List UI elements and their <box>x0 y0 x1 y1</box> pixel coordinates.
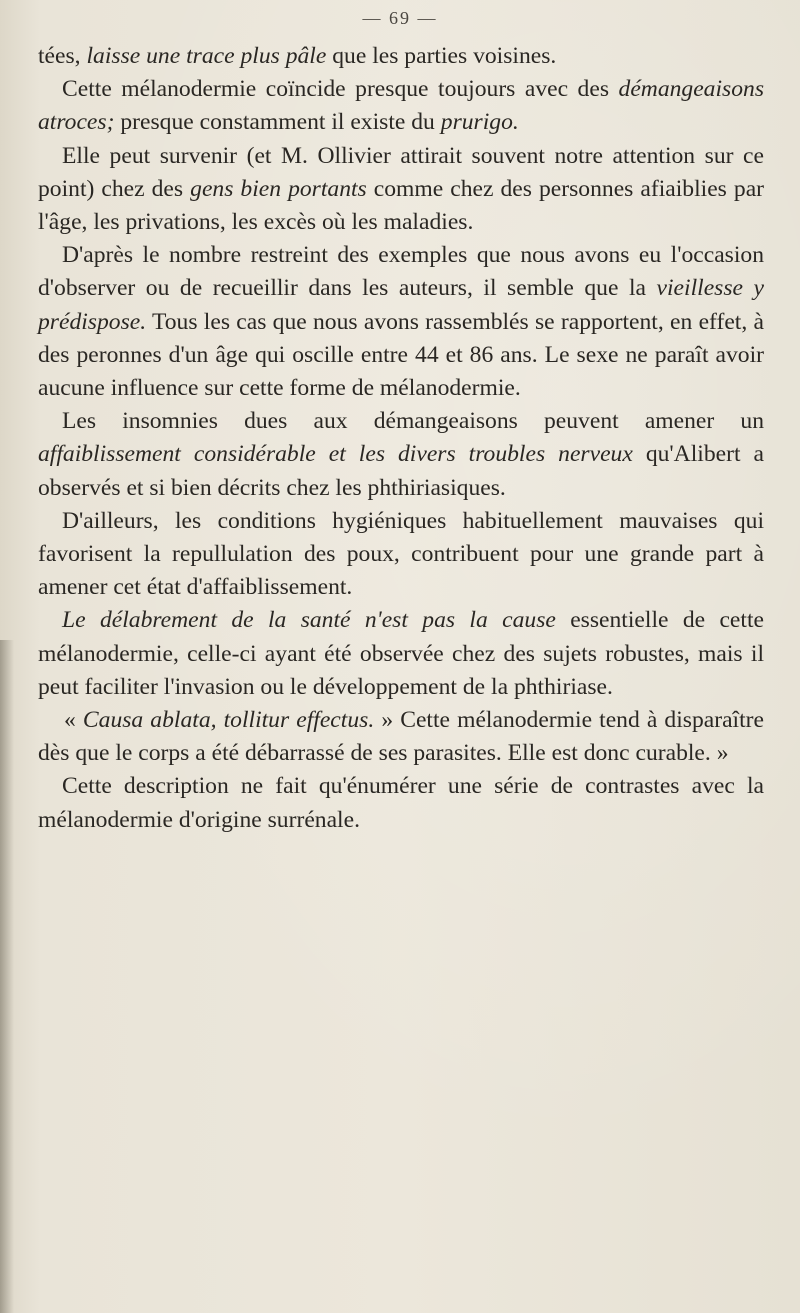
gutter-shadow <box>0 640 14 1313</box>
text-run: presque constamment il existe du <box>114 109 441 136</box>
text-run: que les parties voisines. <box>326 43 557 69</box>
italic-text-run: Le délabrement de la santé n'est pas la cause <box>62 607 556 634</box>
paragraph <box>38 505 764 605</box>
italic-text-run: prurigo. <box>440 109 519 136</box>
text-run: Elle peut survenir (et M. Ollivier attirait souvent notre attention sur ce point) chez des <box>38 142 764 202</box>
italic-text-run: laisse une trace plus pâle <box>86 43 327 69</box>
italic-text-run: Causa ablata, tollitur effectus. <box>82 707 375 734</box>
paragraph <box>38 704 764 770</box>
italic-text-run: vieillesse y prédispose. <box>38 275 764 335</box>
text-run: Tous les cas que nous avons rassemblés se rapportent, en effet, à des peronnes d'un âge qui oscille entre 44 et 86 ans. Le sexe ne paraît avoir aucune influence sur cette forme de mélanodermie. <box>38 308 764 402</box>
paragraph <box>38 140 764 240</box>
page-number: — 69 — <box>362 8 438 28</box>
text-run: tées, <box>38 43 87 69</box>
text-run: comme chez des personnes afiaiblies par l'âge, les privations, les excès où les maladies. <box>38 175 765 236</box>
italic-text-run: gens bien portants <box>190 175 367 202</box>
italic-text-run: affaiblissement considérable et les divers troubles nerveux <box>38 441 633 468</box>
text-run: Cette mélanodermie coïncide presque toujours avec des <box>62 76 619 103</box>
body-text <box>38 40 764 837</box>
text-run: Cette description ne fait qu'énumérer une série de contrastes avec la mélanodermie d'origine surrénale. <box>38 773 764 833</box>
text-run: » Cette mélanodermie tend à disparaître dès que le corps a été débarrassé de ses parasites. Elle est donc curable. » <box>38 707 765 767</box>
text-run: D'ailleurs, les conditions hygiéniques habituellement mauvaises qui favorisent la repullulation des poux, contribuent pour une grande part à amener cet état d'affaiblissement. <box>38 507 764 601</box>
paragraph <box>38 604 764 704</box>
paragraph <box>38 770 764 836</box>
text-run: essentielle de cette mélanodermie, celle-ci ayant été observée chez des sujets robustes, mais il peut faciliter l'invasion ou le développement de la phthiriase. <box>38 607 764 700</box>
paragraph <box>38 239 764 405</box>
paragraph <box>38 40 764 73</box>
text-run: qu'Alibert a observés et si bien décrits chez les phthiriasiques. <box>38 441 764 501</box>
text-run: « <box>64 707 83 734</box>
paragraph <box>38 73 764 139</box>
text-run: Les insomnies dues aux démangeaisons peuvent amener un <box>62 408 764 435</box>
italic-text-run: démangeaisons atroces; <box>38 76 764 136</box>
paragraph <box>38 405 764 505</box>
text-run: D'après le nombre restreint des exemples que nous avons eu l'occasion d'observer ou de recueillir dans les auteurs, il semble que la <box>38 242 764 302</box>
